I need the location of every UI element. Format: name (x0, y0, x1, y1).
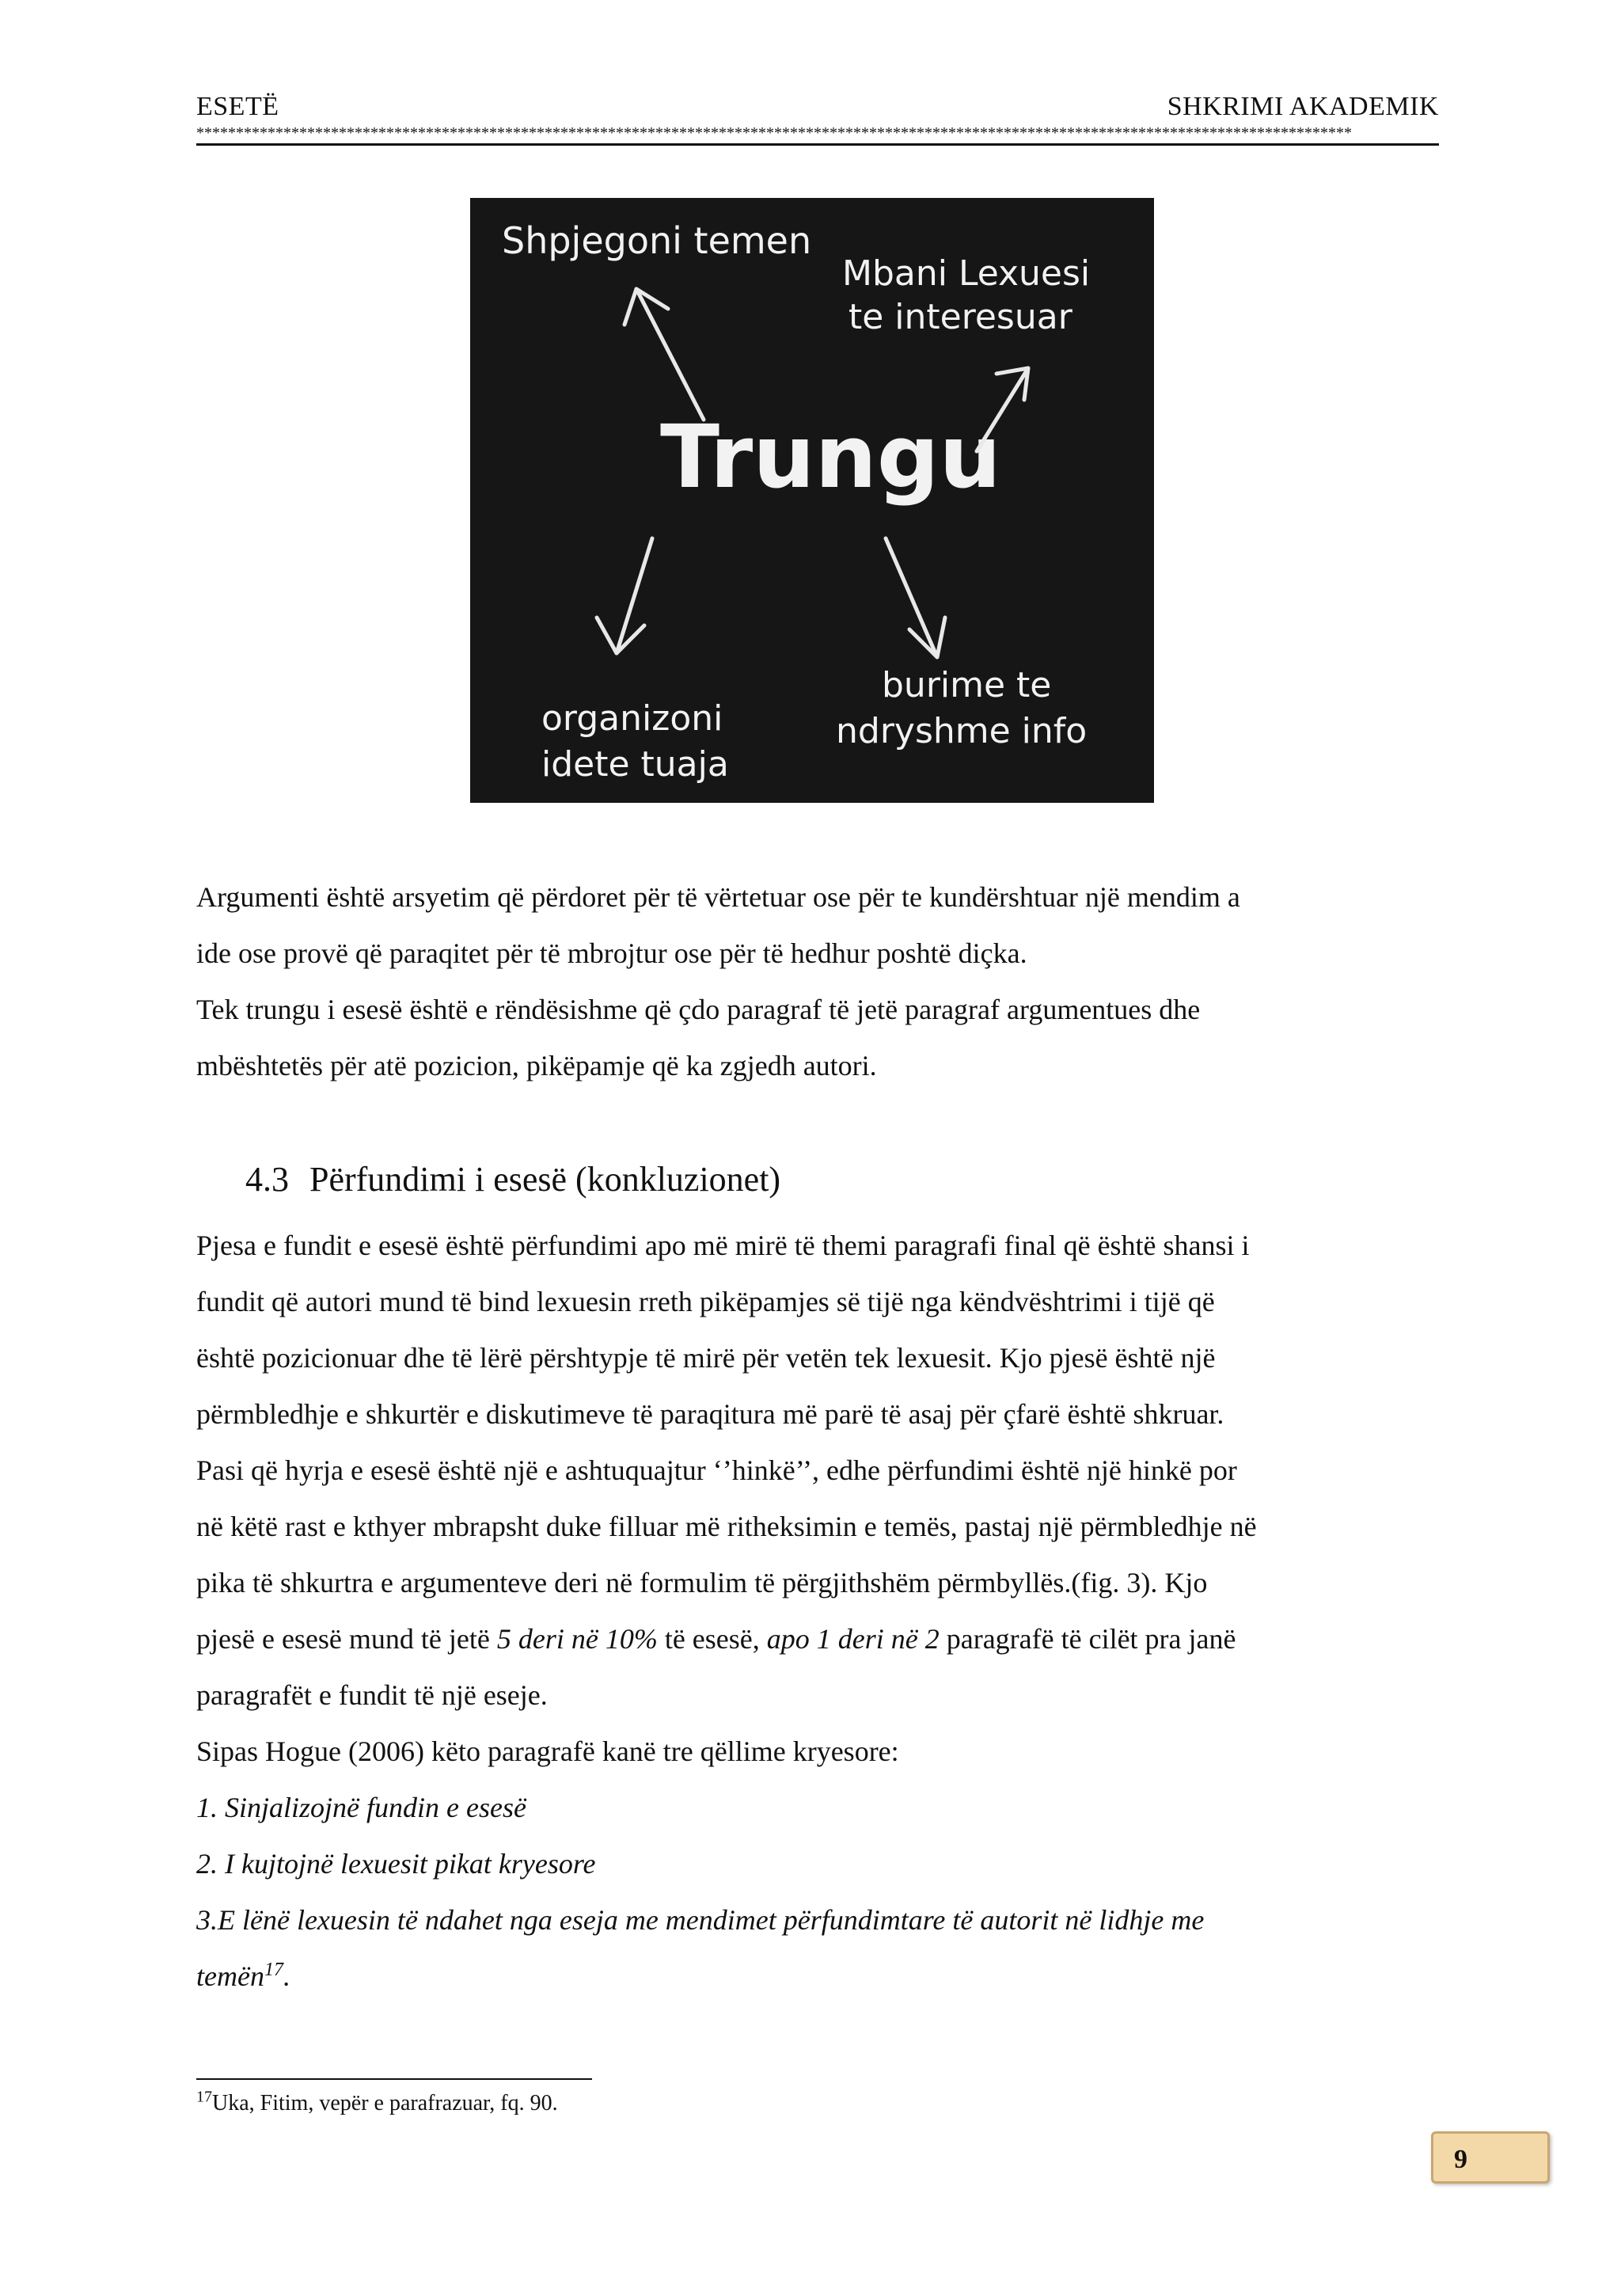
paragraph-line: në këtë rast e kthyer mbrapsht duke filluar më ritheksimin e temës, pastaj një përmbledhje në (196, 1511, 1257, 1542)
text-run-italic: temën (196, 1960, 264, 1992)
paragraph-line: është pozicionuar dhe të lërë përshtypje të mirë për vetën tek lexuesit. Kjo pjesë është një (196, 1342, 1216, 1374)
footnote-text: Uka, Fitim, vepër e parafrazuar, fq. 90. (212, 2091, 558, 2115)
list-item: 1. Sinjalizojnë fundin e esesë (196, 1792, 526, 1823)
label-bottom-left-2: idete tuaja (541, 744, 729, 785)
text-run: të esesë, (657, 1623, 767, 1655)
footnote-reference[interactable]: 17 (264, 1960, 283, 1980)
paragraph-line: ide ose provë që paraqitet për të mbrojtur ose për të hedhur poshtë diçka. (196, 937, 1027, 969)
text-run: paragrafë të cilët pra janë (939, 1623, 1236, 1655)
section-title: Përfundimi i esesë (konkluzionet) (309, 1160, 781, 1199)
section-number: 4.3 (245, 1160, 289, 1199)
paragraph-line (196, 1611, 1439, 1667)
paragraph-line: përmbledhje e shkurtër e diskutimeve të paraqitura më parë të asaj për çfarë është shkruar. (196, 1398, 1224, 1430)
paragraph-line: mbështetës për atë pozicion, pikëpamje që ka zgjedh autori. (196, 1050, 877, 1081)
footnote-rule (196, 2078, 592, 2080)
paragraph-line: Argumenti është arsyetim që përdoret për të vërtetuar ose për te kundërshtuar një mendim a (196, 881, 1240, 913)
label-top-right-1: Mbani Lexuesi (842, 253, 1091, 294)
paragraph-line: Pjesa e fundit e esesë është përfundimi apo më mirë të themi paragrafi final që është shansi i (196, 1230, 1250, 1261)
label-center-trungu: Trungu (660, 406, 1001, 507)
footnote (196, 2088, 558, 2119)
page-number: 9 (1454, 2145, 1467, 2174)
paragraph-line: fundit që autori mund të bind lexuesin rreth pikëpamjes së tijë nga këndvështrimi i tijë që (196, 1286, 1215, 1317)
label-bottom-left-1: organizoni (541, 698, 723, 739)
header-rule (196, 143, 1439, 146)
paragraph-line: pika të shkurtra e argumenteve deri në formulim të përgjithshëm përmbyllës.(fig. 3). Kjo (196, 1567, 1208, 1598)
conclusion-paragraphs (196, 1218, 1439, 2005)
paragraph-line: Pasi që hyrja e esesë është një e ashtuquajtur ‘’hinkë’’, edhe përfundimi është një hinkë por (196, 1454, 1237, 1486)
paragraph-line: Tek trungu i esesë është e rëndësishme që çdo paragraf të jetë paragraf argumentues dhe (196, 994, 1201, 1025)
list-item-continuation (196, 1948, 1439, 2005)
paragraph-line: paragrafët e fundit të një eseje. (196, 1679, 548, 1711)
text-run: . (283, 1960, 290, 1992)
text-run: pjesë e esesë mund të jetë (196, 1623, 497, 1655)
label-top-left: Shpjegoni temen (502, 219, 812, 262)
section-heading (245, 1156, 780, 1203)
argument-paragraphs (196, 869, 1439, 1094)
header-right-title: SHKRIMI AKADEMIK (1167, 92, 1439, 121)
page-header (196, 91, 1439, 146)
label-bottom-right-1: burime te (882, 665, 1052, 705)
text-run-italic: 5 deri në 10% (496, 1623, 658, 1655)
label-bottom-right-2: ndryshme info (836, 711, 1088, 751)
paragraph-line: Sipas Hogue (2006) këto paragrafë kanë tre qëllime kryesore: (196, 1735, 899, 1767)
header-left-title: ESETË (196, 92, 279, 121)
list-item: 3.E lënë lexuesin të ndahet nga eseja me mendimet përfundimtare të autorit në lidhje me (196, 1904, 1205, 1936)
label-top-right-2: te interesuar (848, 297, 1072, 337)
page-number-badge (1431, 2131, 1550, 2184)
footnote-mark: 17 (196, 2088, 212, 2106)
chalkboard-diagram (470, 198, 1154, 803)
list-item: 2. I kujtojnë lexuesit pikat kryesore (196, 1848, 596, 1880)
text-run-italic: apo 1 deri në 2 (766, 1623, 940, 1655)
header-star-rule: ************************************************************************************************************************************************** (196, 124, 1352, 142)
chalkboard-figure (470, 198, 1154, 803)
